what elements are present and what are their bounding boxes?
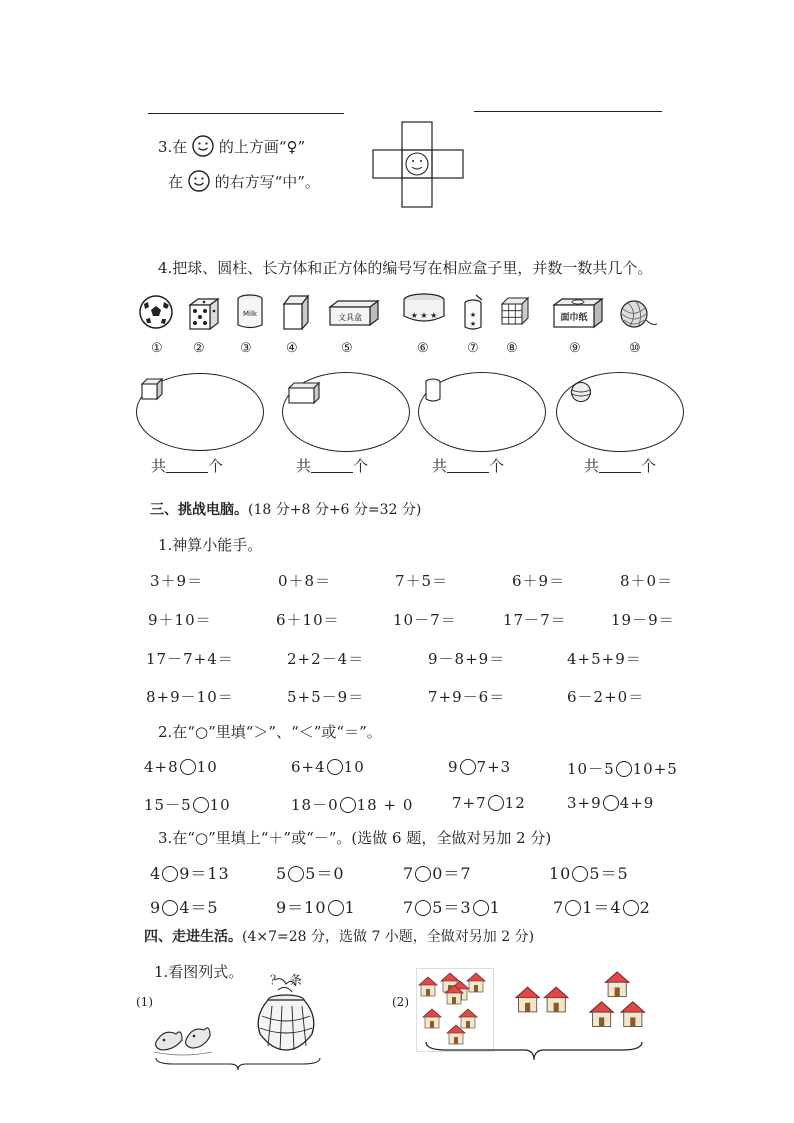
- carton-icon: [282, 294, 310, 330]
- svg-text:★: ★: [469, 311, 477, 319]
- compare-item[interactable]: 15－5 10: [144, 796, 231, 814]
- fish-jar-icon: [252, 976, 320, 1052]
- count-prefix: 共: [151, 457, 167, 475]
- q3-line1-suffix: 的上方画“♀”: [218, 138, 306, 156]
- section4-score: (4×7=28 分，选做 7 小题，全做对另加 2 分): [242, 929, 535, 945]
- answer-line-right[interactable]: [474, 111, 662, 112]
- calc-item[interactable]: 5+5－9＝: [287, 688, 365, 706]
- cross-grid[interactable]: [372, 121, 464, 209]
- calc-item[interactable]: 17－7＝: [503, 611, 567, 629]
- svg-text:文具盒: 文具盒: [338, 313, 362, 322]
- smiley-icon: [188, 170, 210, 192]
- compare-item[interactable]: 6+4 10: [291, 758, 365, 776]
- q3-line2: [168, 170, 320, 192]
- section3-sub3: 3.在“○”里填上“＋”或“－”。(选做 6 题，全做对另加 2 分): [158, 829, 552, 847]
- q3-line1: [158, 135, 305, 157]
- compare-item[interactable]: 3+9 4+9: [567, 794, 655, 812]
- section3-sub2: 2.在“○”里填“＞”、“＜”或“＝”。: [158, 723, 382, 741]
- blank-circle[interactable]: [327, 759, 343, 775]
- blank-circle[interactable]: [162, 900, 178, 916]
- house-group-2: [512, 982, 572, 1026]
- count-suffix: 个: [208, 457, 224, 475]
- calc-item[interactable]: 9－8+9＝: [428, 650, 506, 668]
- tin-box-icon: [402, 292, 446, 326]
- section4-heading: [144, 926, 534, 946]
- svg-text:★ ★ ★: ★ ★ ★: [410, 311, 438, 320]
- calc-item[interactable]: 8+9－10＝: [146, 688, 234, 706]
- yarn-ball-icon: [618, 298, 658, 330]
- count-suffix: 个: [489, 457, 505, 475]
- blank-circle[interactable]: [603, 795, 619, 811]
- answer-line-left[interactable]: [148, 113, 344, 114]
- count-suffix: 个: [641, 457, 657, 475]
- item-number-8: ⑧: [506, 341, 518, 356]
- item-number-7: ⑦: [467, 341, 479, 356]
- blank-circle[interactable]: [180, 759, 196, 775]
- count-prefix: 共: [296, 457, 312, 475]
- svg-text:面巾纸: 面巾纸: [560, 313, 588, 323]
- count-line-3[interactable]: [432, 455, 504, 476]
- blank-circle[interactable]: [415, 900, 431, 916]
- pencil-box-icon: [328, 299, 380, 327]
- blank-circle[interactable]: [616, 761, 632, 777]
- sign-item[interactable]: 4 9＝13: [150, 864, 230, 883]
- fish-icon: [152, 1020, 214, 1056]
- section3-score: (18 分+8 分+6 分=32 分): [248, 502, 422, 518]
- item-number-2: ②: [193, 341, 205, 356]
- blank-circle[interactable]: [460, 759, 476, 775]
- item-number-6: ⑥: [417, 341, 429, 356]
- count-suffix: 个: [353, 457, 369, 475]
- count-line-1[interactable]: [151, 455, 223, 476]
- item-number-5: ⑤: [341, 341, 353, 356]
- calc-item[interactable]: 9＋10＝: [148, 611, 212, 629]
- item-number-1: ①: [151, 341, 163, 356]
- calc-item[interactable]: 7+9－6＝: [428, 688, 506, 706]
- blank-circle[interactable]: [623, 900, 639, 916]
- soccer-ball-icon: [138, 294, 174, 330]
- sign-item[interactable]: 9＝10 1: [276, 898, 356, 917]
- section3-sub1: 1.神算小能手。: [158, 536, 263, 554]
- calc-item[interactable]: 4+5+9＝: [567, 650, 642, 668]
- svg-text:★: ★: [469, 320, 477, 328]
- sign-item[interactable]: 9 4＝5: [150, 898, 219, 917]
- svg-text:Milk: Milk: [243, 310, 257, 318]
- calc-item[interactable]: 3＋9＝: [150, 572, 204, 590]
- sphere-icon: [570, 381, 592, 403]
- calc-item[interactable]: 6＋10＝: [276, 611, 340, 629]
- tissue-box-icon: [552, 297, 604, 329]
- item-number-9: ⑨: [569, 341, 581, 356]
- calc-item[interactable]: 19－9＝: [611, 611, 675, 629]
- smiley-icon: [406, 153, 428, 175]
- blank-circle[interactable]: [415, 866, 431, 882]
- fig1-label: (1): [136, 995, 153, 1009]
- blank-circle[interactable]: [162, 866, 178, 882]
- calc-item[interactable]: 17－7+4＝: [146, 650, 234, 668]
- count-prefix: 共: [584, 457, 600, 475]
- milk-can-icon: [236, 294, 264, 330]
- fig2-brace: [424, 1040, 644, 1064]
- section4-title: 四、走进生活。: [144, 929, 242, 945]
- blank-circle[interactable]: [193, 797, 209, 813]
- section3-heading: [150, 499, 421, 519]
- drink-can-icon: [462, 294, 486, 332]
- calc-item[interactable]: 6－2+0＝: [567, 688, 645, 706]
- section4-sub1: 1.看图列式。: [154, 963, 244, 981]
- compare-item[interactable]: 18－0 18 + 0: [291, 796, 414, 814]
- compare-item[interactable]: 7+7 12: [452, 794, 526, 812]
- compare-item[interactable]: 10－5 10+5: [567, 760, 678, 778]
- cuboid-icon: [287, 381, 321, 405]
- sign-item[interactable]: 7 0＝7: [403, 864, 472, 883]
- fig1-question: ？ 条: [270, 973, 304, 987]
- blank-circle[interactable]: [488, 795, 504, 811]
- item-number-10: ⑩: [629, 341, 641, 356]
- calc-item[interactable]: 8＋0＝: [620, 572, 674, 590]
- dice-icon: [188, 297, 220, 331]
- blank-circle[interactable]: [340, 797, 356, 813]
- compare-item[interactable]: 9 7+3: [448, 758, 512, 776]
- rubik-cube-icon: [500, 296, 530, 326]
- house-group-3: [586, 968, 646, 1032]
- calc-item[interactable]: 2+2－4＝: [287, 650, 365, 668]
- calc-item[interactable]: 6＋9＝: [512, 572, 566, 590]
- cube-icon: [140, 377, 164, 401]
- q3-line2-suffix: 的右方写“中”。: [214, 173, 320, 191]
- calc-item[interactable]: 10－7＝: [393, 611, 457, 629]
- count-prefix: 共: [432, 457, 448, 475]
- cylinder-icon: [424, 378, 442, 404]
- section3-title: 三、挑战电脑。: [150, 502, 248, 518]
- fig1-brace: [154, 1056, 322, 1072]
- smiley-icon: [192, 135, 214, 157]
- sign-item[interactable]: 7 5＝3 1: [403, 898, 501, 917]
- sign-item[interactable]: 7 1＝4 2: [553, 898, 651, 917]
- sign-item[interactable]: 10 5＝5: [549, 864, 629, 883]
- q4-instruction: 4.把球、圆柱、长方体和正方体的编号写在相应盒子里，并数一数共几个。: [158, 259, 653, 277]
- item-number-4: ④: [286, 341, 298, 356]
- blank-circle[interactable]: [565, 900, 581, 916]
- fig2-label: (2): [392, 995, 409, 1009]
- blank-circle[interactable]: [288, 866, 304, 882]
- count-line-4[interactable]: [584, 455, 656, 476]
- calc-item[interactable]: 0＋8＝: [278, 572, 332, 590]
- q3-line1-prefix: 3.在: [158, 138, 188, 156]
- item-number-3: ③: [240, 341, 252, 356]
- compare-item[interactable]: 4+8 10: [144, 758, 218, 776]
- q3-line2-prefix: 在: [168, 173, 184, 191]
- blank-circle[interactable]: [473, 900, 489, 916]
- calc-item[interactable]: 7＋5＝: [395, 572, 449, 590]
- blank-circle[interactable]: [572, 866, 588, 882]
- sign-item[interactable]: 5 5＝0: [276, 864, 345, 883]
- count-line-2[interactable]: [296, 455, 368, 476]
- blank-circle[interactable]: [328, 900, 344, 916]
